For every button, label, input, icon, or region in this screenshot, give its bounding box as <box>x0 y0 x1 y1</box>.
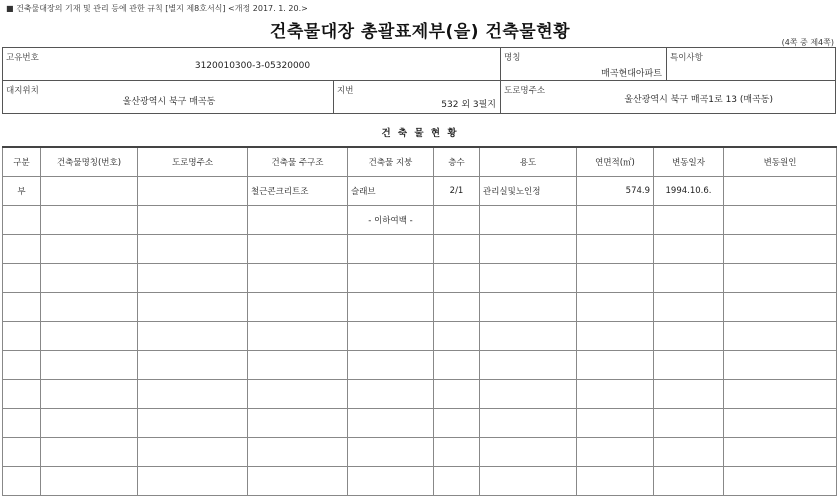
col-road-address-cell <box>138 235 248 264</box>
col-change-reason-cell <box>724 322 837 351</box>
col-division-cell <box>3 380 41 409</box>
col-use-cell <box>480 235 577 264</box>
site-location-label: 대지위치 <box>6 86 39 96</box>
col-road-address-cell <box>138 351 248 380</box>
col-change-reason-cell <box>724 409 837 438</box>
col-change-reason-cell <box>724 293 837 322</box>
col-use-cell <box>480 380 577 409</box>
col-main-structure-cell <box>248 293 348 322</box>
table-row <box>3 177 837 206</box>
page-indicator: (4쪽 중 제4쪽) <box>781 38 834 47</box>
lot-number-cell <box>333 80 501 114</box>
col-change-reason-cell <box>724 177 837 206</box>
unique-no-label: 고유번호 <box>6 53 39 63</box>
col-main-structure-cell <box>248 438 348 467</box>
unique-no-cell <box>2 47 501 81</box>
col-floor-area-cell <box>577 438 654 467</box>
col-building-name-cell <box>41 235 138 264</box>
table-body <box>3 177 837 496</box>
road-address-cell <box>500 80 836 114</box>
col-roof-cell: - 이하여백 - <box>348 206 434 235</box>
col-change-reason-cell <box>724 235 837 264</box>
col-floors-cell <box>434 380 480 409</box>
col-main-structure-cell <box>248 409 348 438</box>
col-change-reason-cell <box>724 264 837 293</box>
col-division-cell <box>3 293 41 322</box>
col-change-date-cell <box>654 206 724 235</box>
road-address-label: 도로명주소 <box>504 86 546 96</box>
col-road-address-cell <box>138 177 248 206</box>
road-address-value: 울산광역시 북구 매곡1로 13 (매곡동) <box>624 95 773 105</box>
col-floor-area-cell <box>577 380 654 409</box>
col-floors-header: 층수 <box>434 147 480 177</box>
col-building-name-cell <box>41 293 138 322</box>
col-road-address-cell <box>138 293 248 322</box>
col-building-name-cell <box>41 322 138 351</box>
col-road-address-cell <box>138 438 248 467</box>
col-change-reason-header: 변동원인 <box>724 147 837 177</box>
col-change-date-cell <box>654 380 724 409</box>
col-change-date-cell <box>654 438 724 467</box>
col-division-header: 구분 <box>3 147 41 177</box>
col-floors-cell <box>434 264 480 293</box>
unique-no-value: 3120010300-3-05320000 <box>194 61 311 71</box>
col-floors-cell <box>434 467 480 496</box>
col-floor-area-cell <box>577 264 654 293</box>
col-main-structure-cell <box>248 235 348 264</box>
col-main-structure-cell: 철근콘크리트조 <box>248 177 348 206</box>
col-change-date-header: 변동일자 <box>654 147 724 177</box>
col-floor-area-cell <box>577 322 654 351</box>
site-location-cell <box>2 80 334 114</box>
col-use-cell <box>480 293 577 322</box>
col-change-reason-cell <box>724 206 837 235</box>
form-regulation-note: ■ 건축물대장의 기재 및 관리 등에 관한 규칙 [별지 제8호서식] <개정 2017. 1. 20.> <box>6 4 308 13</box>
col-change-date-cell <box>654 264 724 293</box>
col-main-structure-cell <box>248 264 348 293</box>
col-floor-area-cell <box>577 293 654 322</box>
col-floors-cell <box>434 438 480 467</box>
col-roof-cell <box>348 409 434 438</box>
col-floor-area-cell <box>577 206 654 235</box>
col-division-cell <box>3 467 41 496</box>
col-main-structure-cell <box>248 467 348 496</box>
name-label: 명칭 <box>504 53 521 63</box>
col-division-cell <box>3 264 41 293</box>
col-division-cell: 부 <box>3 177 41 206</box>
col-division-cell <box>3 351 41 380</box>
col-road-address-header: 도로명주소 <box>138 147 248 177</box>
special-notes-cell <box>666 47 836 81</box>
col-change-date-cell <box>654 235 724 264</box>
col-use-cell <box>480 467 577 496</box>
col-building-name-cell <box>41 409 138 438</box>
col-road-address-cell <box>138 322 248 351</box>
building-status-table <box>2 146 837 496</box>
col-building-name-cell <box>41 467 138 496</box>
col-floors-cell <box>434 351 480 380</box>
col-floor-area-cell <box>577 409 654 438</box>
col-building-name-cell <box>41 351 138 380</box>
col-use-header: 용도 <box>480 147 577 177</box>
col-change-date-cell <box>654 322 724 351</box>
col-road-address-cell <box>138 264 248 293</box>
col-main-structure-cell <box>248 380 348 409</box>
table-row <box>3 235 837 264</box>
col-use-cell <box>480 409 577 438</box>
table-row <box>3 409 837 438</box>
table-header-row <box>3 147 837 177</box>
col-change-date-cell <box>654 409 724 438</box>
col-use-cell <box>480 351 577 380</box>
col-roof-cell <box>348 322 434 351</box>
table-row <box>3 322 837 351</box>
col-division-cell <box>3 409 41 438</box>
col-change-date-cell <box>654 351 724 380</box>
col-division-cell <box>3 206 41 235</box>
col-roof-cell <box>348 293 434 322</box>
col-main-structure-header: 건축물 주구조 <box>248 147 348 177</box>
col-floors-cell <box>434 235 480 264</box>
table-row <box>3 438 837 467</box>
col-roof-cell <box>348 467 434 496</box>
col-floor-area-header: 연면적(㎡) <box>577 147 654 177</box>
col-road-address-cell <box>138 409 248 438</box>
table-row <box>3 206 837 235</box>
col-floor-area-cell <box>577 235 654 264</box>
table-row <box>3 351 837 380</box>
col-change-reason-cell <box>724 438 837 467</box>
col-building-name-cell <box>41 380 138 409</box>
table-row <box>3 293 837 322</box>
col-use-cell <box>480 264 577 293</box>
col-floors-cell <box>434 409 480 438</box>
col-building-name-header: 건축물명칭(번호) <box>41 147 138 177</box>
col-floor-area-cell: 574.9 <box>577 177 654 206</box>
col-change-reason-cell <box>724 380 837 409</box>
col-use-cell <box>480 322 577 351</box>
col-change-reason-cell <box>724 467 837 496</box>
col-floors-cell <box>434 206 480 235</box>
lot-number-value: 532 외 3필지 <box>441 100 496 110</box>
document-title: 건축물대장 총괄표제부(을) 건축물현황 <box>269 22 571 42</box>
col-roof-cell <box>348 438 434 467</box>
table-row <box>3 380 837 409</box>
name-cell <box>500 47 667 81</box>
col-roof-cell: 슬래브 <box>348 177 434 206</box>
name-value: 매곡현대아파트 <box>601 69 662 79</box>
col-change-date-cell: 1994.10.6. <box>654 177 724 206</box>
col-floors-cell <box>434 293 480 322</box>
col-building-name-cell <box>41 438 138 467</box>
col-building-name-cell <box>41 206 138 235</box>
col-change-date-cell <box>654 467 724 496</box>
col-floor-area-cell <box>577 467 654 496</box>
col-road-address-cell <box>138 380 248 409</box>
col-use-cell <box>480 206 577 235</box>
col-division-cell <box>3 322 41 351</box>
col-floor-area-cell <box>577 351 654 380</box>
col-road-address-cell <box>138 467 248 496</box>
col-building-name-cell <box>41 177 138 206</box>
col-roof-header: 건축물 지붕 <box>348 147 434 177</box>
col-main-structure-cell <box>248 351 348 380</box>
col-roof-cell <box>348 351 434 380</box>
col-use-cell <box>480 438 577 467</box>
site-location-value: 울산광역시 북구 매곡동 <box>122 97 216 107</box>
col-division-cell <box>3 235 41 264</box>
col-road-address-cell <box>138 206 248 235</box>
table-row <box>3 264 837 293</box>
special-notes-label: 특이사항 <box>670 53 703 63</box>
col-division-cell <box>3 438 41 467</box>
col-change-reason-cell <box>724 351 837 380</box>
col-change-date-cell <box>654 293 724 322</box>
lot-number-label: 지번 <box>337 86 354 96</box>
col-roof-cell <box>348 264 434 293</box>
col-main-structure-cell <box>248 206 348 235</box>
table-row <box>3 467 837 496</box>
col-floors-cell: 2/1 <box>434 177 480 206</box>
section-title: 건 축 물 현 황 <box>381 128 459 139</box>
col-roof-cell <box>348 380 434 409</box>
col-main-structure-cell <box>248 322 348 351</box>
col-floors-cell <box>434 322 480 351</box>
col-building-name-cell <box>41 264 138 293</box>
col-roof-cell <box>348 235 434 264</box>
col-use-cell: 관리실및노인정 <box>480 177 577 206</box>
